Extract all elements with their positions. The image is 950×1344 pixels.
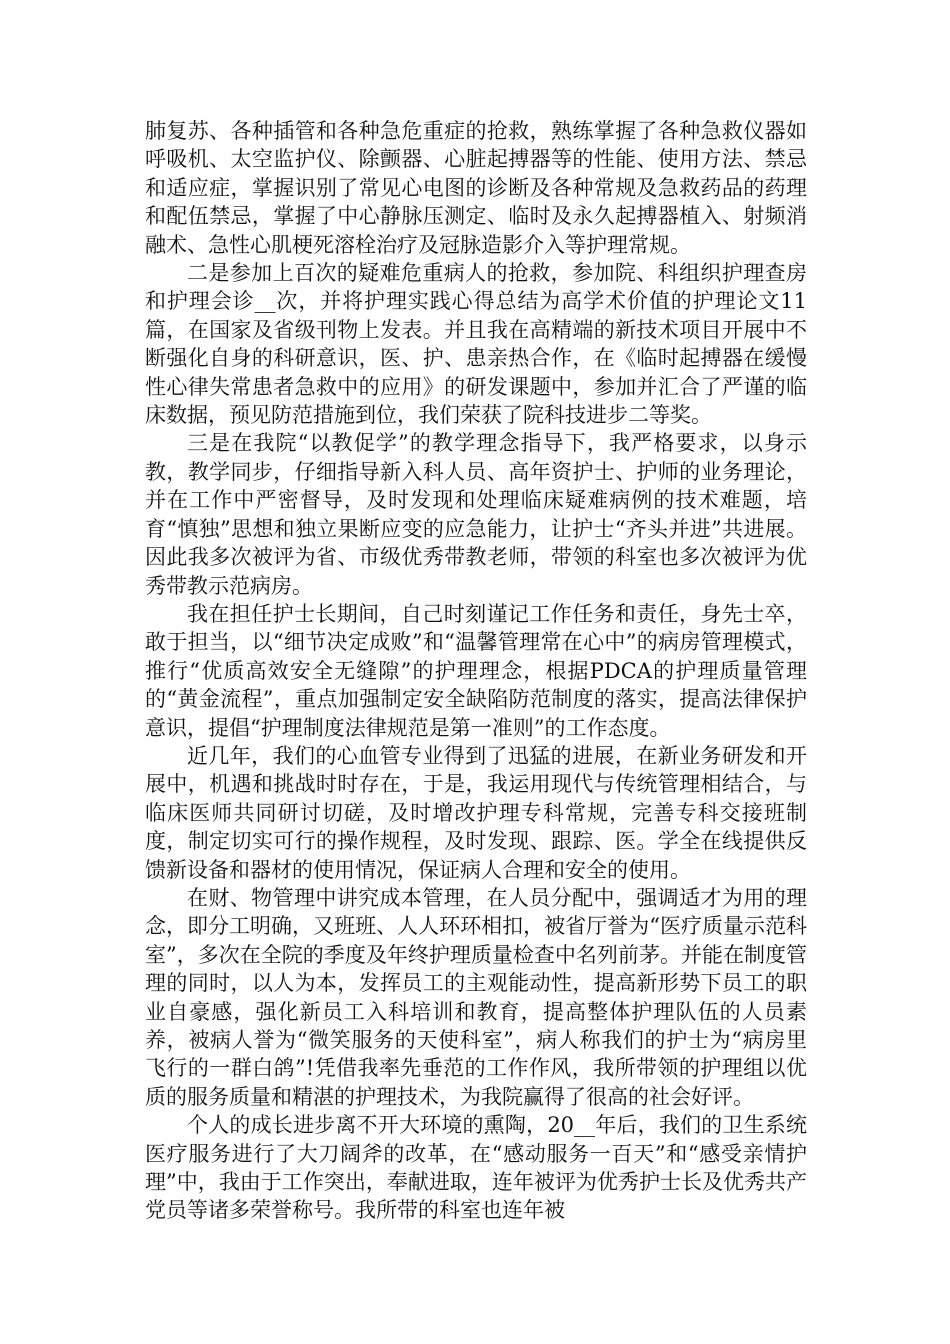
paragraph-2: 二是参加上百次的疑难危重病人的抢救，参加院、科组织护理查房和护理会诊__次，并将护理实践心得总结为高学术价值的护理论文11篇，在国家及省级刊物上发表。并且我在高精端的新技术项目开展中不断强化自身的科研意识，医、护、患亲热合作，在《临时起搏器在缓慢性心律失常患者急救中的应用》的研发课题中，参加并汇合了严谨的临床数据，预见防范措施到位，我们荣获了院科技进步二等奖。 [145, 261, 807, 428]
paragraph-3: 三是在我院“以教促学”的教学理念指导下，我严格要求，以身示教，教学同步，仔细指导新入科人员、高年资护士、护师的业务理论，并在工作中严密督导，及时发现和处理临床疑难病例的技术难题，培育“慎独”思想和独立果断应变的应急能力，让护士“齐头并进”共进展。因此我多次被评为省、市级优秀带教老师，带领的科室也多次被评为优秀带教示范病房。 [145, 431, 807, 598]
paragraph-4: 我在担任护士长期间，自己时刻谨记工作任务和责任，身先士卒，敢于担当，以“细节决定成败”和“温馨管理常在心中”的病房管理模式，推行“优质高效安全无缝隙”的护理理念，根据PDCA的护理质量管理的“黄金流程”，重点加强制定安全缺陷防范制度的落实，提高法律保护意识，提倡“护理制度法律规范是第一准则”的工作态度。 [145, 601, 807, 740]
paragraph-7: 个人的成长进步离不开大环境的熏陶，20__年后，我们的卫生系统医疗服务进行了大刀阔斧的改革，在“感动服务一百天”和“感受亲情护理”中，我由于工作突出，奉献进取，连年被评为优秀护士长及优秀共产党员等诸多荣誉称号。我所带的科室也连年被 [145, 1113, 807, 1223]
paragraph-5: 近几年，我们的心血管专业得到了迅猛的进展，在新业务研发和开展中，机遇和挑战时时存在，于是，我运用现代与传统管理相结合，与临床医师共同研讨切磋，及时增改护理专科常规，完善专科交接班制度，制定切实可行的操作规程，及时发现、跟踪、医。学全在线提供反馈新设备和器材的使用情况，保证病人合理和安全的使用。 [145, 743, 807, 882]
document-page [145, 117, 807, 1225]
paragraph-1: 肺复苏、各种插管和各种急危重症的抢救，熟练掌握了各种急救仪器如呼吸机、太空监护仪、除颤器、心脏起搏器等的性能、使用方法、禁忌和适应症，掌握识别了常见心电图的诊断及各种常规及急救药品的药理和配伍禁忌，掌握了中心静脉压测定、临时及永久起搏器植入、射频消融术、急性心肌梗死溶栓治疗及冠脉造影介入等护理常规。 [145, 119, 807, 257]
paragraph-6: 在财、物管理中讲究成本管理，在人员分配中，强调适才为用的理念，即分工明确，又班班、人人环环相扣，被省厅誉为“医疗质量示范科室”，多次在全院的季度及年终护理质量检查中名列前茅。并能在制度管理的同时，以人为本，发挥员工的主观能动性，提高新形势下员工的职业自豪感，强化新员工入科培训和教育，提高整体护理队伍的人员素养，被病人誉为“微笑服务的天使科室”，病人称我们的护士为“病房里飞行的一群白鸽”!凭借我率先垂范的工作作风，我所带领的护理组以优质的服务质量和精湛的护理技术，为我院赢得了很高的社会好评。 [145, 885, 807, 1109]
